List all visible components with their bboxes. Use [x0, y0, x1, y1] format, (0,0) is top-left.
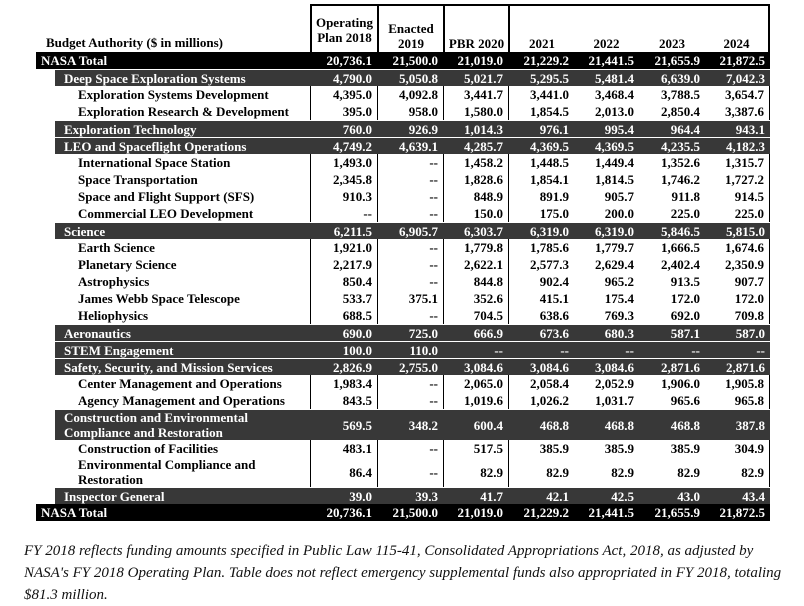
cell-op-plan-2018: 533.7 — [310, 290, 377, 307]
cell-2023: 913.5 — [670, 274, 700, 289]
cell-2024: 709.8 — [705, 307, 770, 324]
cell-enacted-2019: 21,500.0 — [392, 53, 438, 68]
cell-pbr-2020: 1,779.8 — [443, 239, 508, 256]
cell-enacted-2019: -- — [377, 307, 443, 324]
row-label: Space Transportation — [78, 172, 198, 187]
row-label: NASA Total — [41, 53, 108, 68]
cell-2022: 680.3 — [604, 325, 634, 341]
cell-enacted-2019: 110.0 — [409, 342, 438, 358]
cell-pbr-2020: 848.9 — [443, 188, 508, 205]
table-row — [55, 69, 770, 86]
cell-2022: 468.8 — [604, 417, 634, 433]
cell-pbr-2020: 21,019.0 — [457, 53, 503, 68]
header-budget-authority: Budget Authority ($ in millions) — [46, 35, 223, 50]
cell-op-plan-2018: 1,983.4 — [310, 375, 377, 392]
table-row — [55, 222, 770, 239]
cell-2024: 5,815.0 — [726, 223, 765, 239]
cell-pbr-2020: 150.0 — [443, 205, 508, 222]
row-label: Construction and Environmental Compliance and Restoration — [64, 410, 248, 440]
cell-pbr-2020: 2,622.1 — [443, 256, 508, 273]
cell-enacted-2019: -- — [377, 154, 443, 171]
cell-2021: 673.6 — [539, 325, 569, 341]
cell-enacted-2019: 4,092.8 — [377, 86, 443, 103]
cell-pbr-2020: 1,458.2 — [443, 154, 508, 171]
cell-2022: 995.4 — [604, 121, 634, 137]
cell-2022: -- — [625, 342, 634, 358]
cell-enacted-2019: 2,755.0 — [399, 359, 438, 375]
cell-2021: 175.0 — [508, 205, 574, 222]
cell-2024: 1,674.6 — [705, 239, 770, 256]
cell-2022: 1,814.5 — [595, 172, 634, 187]
cell-enacted-2019: 958.0 — [377, 103, 443, 120]
cell-2024: 2,350.9 — [705, 256, 770, 273]
cell-2022: 385.9 — [604, 441, 634, 456]
row-label: Safety, Security, and Mission Services — [64, 359, 273, 375]
cell-2023: 6,639.0 — [661, 70, 700, 86]
table-row — [36, 239, 770, 256]
cell-pbr-2020: 3,441.7 — [443, 86, 508, 103]
row-label: Astrophysics — [78, 274, 150, 289]
cell-2024: 21,872.5 — [719, 505, 765, 520]
table-row — [36, 375, 770, 392]
cell-2021: 1,448.5 — [508, 154, 574, 171]
row-label: Space and Flight Support (SFS) — [78, 189, 255, 204]
cell-2023: 5,846.5 — [661, 223, 700, 239]
table-row — [36, 504, 770, 521]
cell-op-plan-2018: 6,211.5 — [333, 223, 372, 239]
cell-2022: 5,481.4 — [595, 70, 634, 86]
cell-2021: 1,026.2 — [508, 392, 574, 409]
cell-2023: 2,850.4 — [661, 104, 700, 119]
table-row — [36, 188, 770, 205]
budget-table — [36, 4, 770, 521]
table-row — [36, 392, 770, 409]
cell-pbr-2020: 41.7 — [480, 488, 503, 504]
cell-pbr-2020: 352.6 — [443, 290, 508, 307]
cell-enacted-2019: 926.9 — [408, 121, 438, 137]
cell-op-plan-2018: 569.5 — [342, 417, 372, 433]
row-label: Construction of Facilities — [78, 441, 219, 456]
row-label: Earth Science — [78, 240, 155, 255]
row-label: Exploration Research & Development — [78, 104, 289, 119]
cell-enacted-2019: -- — [377, 457, 443, 487]
cell-2022: 3,468.4 — [595, 87, 634, 102]
cell-2021: 2,058.4 — [508, 375, 574, 392]
cell-op-plan-2018: 483.1 — [310, 440, 377, 457]
cell-2021: 385.9 — [508, 440, 574, 457]
row-label: NASA Total — [41, 505, 108, 520]
cell-op-plan-2018: 100.0 — [342, 342, 372, 358]
cell-2021: 1,854.1 — [508, 171, 574, 188]
cell-pbr-2020: 704.5 — [443, 307, 508, 324]
cell-2022: 1,031.7 — [595, 393, 634, 408]
header-pbr-2020: PBR 2020 — [443, 4, 508, 52]
cell-2021: -- — [560, 342, 569, 358]
row-label: STEM Engagement — [64, 342, 174, 358]
table-row — [36, 86, 770, 103]
cell-2023: 1,746.2 — [661, 172, 700, 187]
cell-op-plan-2018: 39.0 — [349, 488, 372, 504]
row-label: James Webb Space Telescope — [78, 291, 240, 306]
cell-2021: 891.9 — [508, 188, 574, 205]
header-year-2021: 2021 — [529, 36, 555, 51]
cell-enacted-2019: 4,639.1 — [399, 138, 438, 154]
cell-enacted-2019: -- — [377, 392, 443, 409]
cell-2024: 965.8 — [705, 392, 770, 409]
cell-enacted-2019: 21,500.0 — [392, 505, 438, 520]
table-body — [36, 52, 770, 521]
cell-2021: 638.6 — [508, 307, 574, 324]
cell-2021: 468.8 — [539, 417, 569, 433]
cell-2024: 387.8 — [735, 417, 765, 433]
header-operating-plan-2018: Operating Plan 2018 — [310, 4, 377, 52]
cell-2022: 42.5 — [611, 488, 634, 504]
cell-2024: 3,387.6 — [705, 103, 770, 120]
footnote: FY 2018 reflects funding amounts specified in Public Law 115-41, Consolidated Appropriations Act, 2018, as adjusted by NASA's FY 2018 Operating Plan. Table does not reflect emergency supplemental funds also appropriated in FY 2018, totaling $81.3 million. — [24, 543, 782, 603]
cell-pbr-2020: 3,084.6 — [464, 359, 503, 375]
table-row — [55, 409, 770, 440]
table-row — [36, 440, 770, 457]
cell-2023: 692.0 — [670, 308, 700, 323]
row-label: LEO and Spaceflight Operations — [64, 138, 247, 154]
cell-pbr-2020: 6,303.7 — [464, 223, 503, 239]
header-outyears-group — [508, 4, 770, 52]
table-row — [55, 487, 770, 504]
row-label: Exploration Systems Development — [78, 87, 269, 102]
cell-op-plan-2018: 688.5 — [310, 307, 377, 324]
cell-2023: 43.0 — [677, 488, 700, 504]
cell-2023: 21,655.9 — [654, 505, 700, 520]
table-row — [36, 205, 770, 222]
table-row — [36, 457, 770, 487]
cell-op-plan-2018: 760.0 — [342, 121, 372, 137]
cell-enacted-2019: -- — [377, 440, 443, 457]
cell-2021: 42.1 — [546, 488, 569, 504]
row-label: Aeronautics — [64, 325, 131, 341]
cell-2023: 1,352.6 — [661, 155, 700, 170]
cell-pbr-2020: 1,580.0 — [443, 103, 508, 120]
cell-op-plan-2018: 2,826.9 — [333, 359, 372, 375]
cell-2022: 2,052.9 — [595, 376, 634, 391]
cell-pbr-2020: 1,828.6 — [443, 171, 508, 188]
cell-2021: 976.1 — [539, 121, 569, 137]
cell-2021: 6,319.0 — [530, 223, 569, 239]
cell-op-plan-2018: 850.4 — [310, 273, 377, 290]
cell-op-plan-2018: 910.3 — [310, 188, 377, 205]
row-label: Deep Space Exploration Systems — [64, 70, 246, 86]
cell-2021: 1,854.5 — [508, 103, 574, 120]
cell-2022: 965.2 — [604, 274, 634, 289]
table-header-row — [36, 4, 770, 52]
cell-op-plan-2018: 395.0 — [310, 103, 377, 120]
cell-2023: 587.1 — [670, 325, 700, 341]
cell-op-plan-2018: 843.5 — [310, 392, 377, 409]
cell-2024: 82.9 — [705, 457, 770, 487]
cell-enacted-2019: 725.0 — [408, 325, 438, 341]
cell-2023: 2,871.6 — [661, 359, 700, 375]
cell-2024: 4,182.3 — [726, 138, 765, 154]
cell-2024: 21,872.5 — [719, 53, 765, 68]
cell-2024: 304.9 — [705, 440, 770, 457]
cell-op-plan-2018: 4,395.0 — [310, 86, 377, 103]
cell-2024: 3,654.7 — [705, 86, 770, 103]
cell-pbr-2020: 1,014.3 — [464, 121, 503, 137]
cell-2021: 5,295.5 — [530, 70, 569, 86]
cell-op-plan-2018: 4,749.2 — [333, 138, 372, 154]
row-label: Commercial LEO Development — [78, 206, 254, 221]
cell-2024: 1,315.7 — [705, 154, 770, 171]
cell-pbr-2020: 517.5 — [443, 440, 508, 457]
cell-2021: 415.1 — [508, 290, 574, 307]
cell-2024: 1,905.8 — [705, 375, 770, 392]
cell-2022: 3,084.6 — [595, 359, 634, 375]
cell-op-plan-2018: -- — [310, 205, 377, 222]
cell-pbr-2020: -- — [494, 342, 503, 358]
cell-2021: 82.9 — [508, 457, 574, 487]
cell-enacted-2019: 348.2 — [408, 417, 438, 433]
cell-enacted-2019: 39.3 — [415, 488, 438, 504]
cell-2021: 2,577.3 — [508, 256, 574, 273]
cell-pbr-2020: 666.9 — [473, 325, 503, 341]
cell-enacted-2019: -- — [377, 256, 443, 273]
table-row — [55, 137, 770, 154]
cell-2024: 914.5 — [705, 188, 770, 205]
cell-2021: 21,229.2 — [523, 505, 569, 520]
cell-2023: -- — [691, 342, 700, 358]
cell-enacted-2019: 375.1 — [377, 290, 443, 307]
cell-2024: 1,727.2 — [705, 171, 770, 188]
table-row — [55, 358, 770, 375]
cell-2023: 225.0 — [670, 206, 700, 221]
cell-2022: 21,441.5 — [588, 53, 634, 68]
cell-2023: 21,655.9 — [654, 53, 700, 68]
cell-2021: 4,369.5 — [530, 138, 569, 154]
cell-2022: 175.4 — [604, 291, 634, 306]
header-enacted-2019: Enacted 2019 — [377, 4, 443, 52]
table-row — [36, 52, 770, 69]
header-year-2023: 2023 — [659, 36, 685, 51]
cell-enacted-2019: -- — [377, 171, 443, 188]
cell-2024: 907.7 — [705, 273, 770, 290]
cell-2021: 3,084.6 — [530, 359, 569, 375]
cell-2022: 82.9 — [611, 464, 634, 480]
cell-2023: 3,788.5 — [661, 87, 700, 102]
table-row — [36, 256, 770, 273]
cell-enacted-2019: 6,905.7 — [399, 223, 438, 239]
cell-2022: 4,369.5 — [595, 138, 634, 154]
cell-op-plan-2018: 20,736.1 — [326, 53, 372, 68]
table-row — [36, 273, 770, 290]
cell-pbr-2020: 82.9 — [443, 457, 508, 487]
row-label: Planetary Science — [78, 257, 177, 272]
cell-op-plan-2018: 20,736.1 — [326, 505, 372, 520]
cell-2024: 587.0 — [735, 325, 765, 341]
cell-2023: 1,666.5 — [661, 240, 700, 255]
table-row — [36, 290, 770, 307]
cell-op-plan-2018: 4,790.0 — [333, 70, 372, 86]
cell-pbr-2020: 844.8 — [443, 273, 508, 290]
cell-2024: 172.0 — [705, 290, 770, 307]
row-label: Center Management and Operations — [78, 376, 282, 391]
cell-enacted-2019: -- — [377, 273, 443, 290]
cell-2022: 1,779.7 — [595, 240, 634, 255]
cell-2023: 1,906.0 — [661, 376, 700, 391]
cell-2023: 964.4 — [670, 121, 700, 137]
table-row — [36, 307, 770, 324]
cell-2023: 82.9 — [677, 464, 700, 480]
cell-2022: 21,441.5 — [588, 505, 634, 520]
cell-2022: 6,319.0 — [595, 223, 634, 239]
table-row — [36, 171, 770, 188]
cell-pbr-2020: 5,021.7 — [464, 70, 503, 86]
row-label: Inspector General — [64, 488, 165, 504]
cell-2024: -- — [756, 342, 765, 358]
cell-2021: 902.4 — [508, 273, 574, 290]
cell-2024: 2,871.6 — [726, 359, 765, 375]
row-label: International Space Station — [78, 155, 231, 170]
cell-2023: 2,402.4 — [661, 257, 700, 272]
cell-2021: 3,441.0 — [508, 86, 574, 103]
cell-op-plan-2018: 1,921.0 — [310, 239, 377, 256]
cell-pbr-2020: 600.4 — [473, 417, 503, 433]
cell-pbr-2020: 1,019.6 — [443, 392, 508, 409]
cell-op-plan-2018: 690.0 — [342, 325, 372, 341]
table-row — [36, 154, 770, 171]
cell-op-plan-2018: 1,493.0 — [310, 154, 377, 171]
cell-pbr-2020: 21,019.0 — [457, 505, 503, 520]
cell-2023: 172.0 — [670, 291, 700, 306]
header-year-2024: 2024 — [723, 36, 750, 51]
cell-2023: 4,235.5 — [661, 138, 700, 154]
row-label: Science — [64, 223, 106, 239]
row-label: Environmental Compliance and Restoration — [78, 457, 256, 487]
cell-2022: 769.3 — [604, 308, 634, 323]
cell-2023: 911.8 — [671, 189, 700, 204]
cell-op-plan-2018: 2,345.8 — [310, 171, 377, 188]
cell-2024: 43.4 — [742, 488, 765, 504]
table-row — [36, 103, 770, 120]
cell-2024: 7,042.3 — [726, 70, 765, 86]
row-label: Agency Management and Operations — [78, 393, 285, 408]
row-label: Exploration Technology — [64, 121, 197, 137]
cell-enacted-2019: -- — [377, 239, 443, 256]
cell-2022: 200.0 — [604, 206, 634, 221]
cell-2023: 468.8 — [670, 417, 700, 433]
row-label: Heliophysics — [78, 308, 149, 323]
header-year-2022: 2022 — [593, 36, 620, 51]
cell-enacted-2019: -- — [377, 205, 443, 222]
cell-2024: 943.1 — [735, 121, 765, 137]
cell-2021: 21,229.2 — [523, 53, 569, 68]
cell-enacted-2019: 5,050.8 — [399, 70, 438, 86]
cell-2023: 385.9 — [670, 441, 700, 456]
cell-2021: 1,785.6 — [508, 239, 574, 256]
cell-pbr-2020: 4,285.7 — [464, 138, 503, 154]
cell-pbr-2020: 2,065.0 — [443, 375, 508, 392]
cell-op-plan-2018: 86.4 — [310, 457, 377, 487]
cell-2022: 1,449.4 — [595, 155, 634, 170]
table-row — [55, 324, 770, 341]
cell-enacted-2019: -- — [377, 375, 443, 392]
cell-2024: 225.0 — [705, 205, 770, 222]
cell-op-plan-2018: 2,217.9 — [310, 256, 377, 273]
table-row — [55, 341, 770, 358]
cell-2022: 2,013.0 — [595, 104, 634, 119]
cell-enacted-2019: -- — [377, 188, 443, 205]
cell-2023: 965.6 — [670, 393, 700, 408]
cell-2022: 905.7 — [604, 189, 634, 204]
table-row — [55, 120, 770, 137]
cell-2022: 2,629.4 — [595, 257, 634, 272]
